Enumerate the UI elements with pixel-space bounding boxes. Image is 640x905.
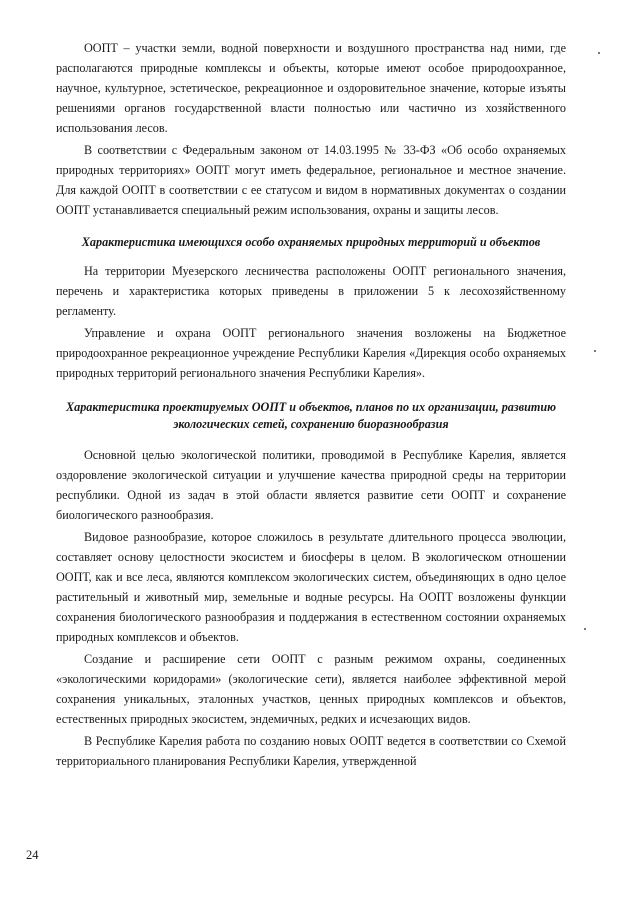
paragraph-federal-law: В соответствии с Федеральным законом от 14.03.1995 № 33-ФЗ «Об особо охраняемых природных территориях» ООПТ могут иметь федеральное, региональное и местное значение. Для каждой ООПТ в соответствии с ее статусом и видом в нормативных документах о создании ООПТ устанавливается специальный режим использования, охраны и защиты лесов. [56,143,566,217]
section-heading-existing-oopt: Характеристика имеющихся особо охраняемых природных территорий и объектов [81,235,541,249]
paragraph-muezersky-oopt: На территории Муезерского лесничества расположены ООПТ регионального значения, перечень и характеристика которых приведены в приложении 5 к лесохозяйственному регламенту. [56,264,566,318]
paragraph-ecological-policy: Основной целью экологической политики, проводимой в Республике Карелия, является оздоровление экологической ситуации и улучшение качества природной среды на территории республики. Одной из задач в этой области является развитие сети ООПТ и сохранение биологического разнообразия. [56,448,566,522]
scan-speck [594,350,596,352]
paragraph-oopt-definition: ООПТ – участки земли, водной поверхности и воздушного пространства над ними, где располагаются природные комплексы и объекты, которые имеют особое природоохранное, научное, культурное, эстетическое, рекреационное и оздоровительное значение, которые изъяты решениями органов государственной власти полностью или частично из хозяйственного использования лесов. [56,41,566,135]
scan-speck [598,52,600,54]
paragraph-ecological-networks: Создание и расширение сети ООПТ с разным режимом охраны, соединенных «экологическими коридорами» (экологические сети), является наиболее эффективной мерой сохранения уникальных, эталонных участков, ценных природных комплексов и объектов, естественных природных экосистем, эндемичных, редких и исчезающих видов. [56,652,566,726]
section-heading-planned-oopt: Характеристика проектируемых ООПТ и объектов, планов по их организации, развитию экологических сетей, сохранению биоразнообразия [65,400,557,431]
document-page [56,38,566,771]
paragraph-karelia-planning: В Республике Карелия работа по созданию новых ООПТ ведется в соответствии со Схемой территориального планирования Республики Карелия, утвержденной [56,734,566,768]
scan-speck [584,628,586,630]
page-number: 24 [26,848,39,862]
paragraph-species-diversity: Видовое разнообразие, которое сложилось в результате длительного процесса эволюции, составляет основу целостности экосистем и биосферы в целом. В экологическом отношении ООПТ, как и все леса, являются комплексом экологических систем, объединяющих в одно целое растительный и животный мир, земельные и водные ресурсы. На ООПТ возложены функции сохранения биологического разнообразия и поддержания в естественном состоянии охраняемых природных комплексов и объектов. [56,530,566,644]
paragraph-oopt-management: Управление и охрана ООПТ регионального значения возложены на Бюджетное природоохранное рекреационное учреждение Республики Карелия «Дирекция особо охраняемых природных территорий регионального значения Республики Карелия». [56,326,566,380]
